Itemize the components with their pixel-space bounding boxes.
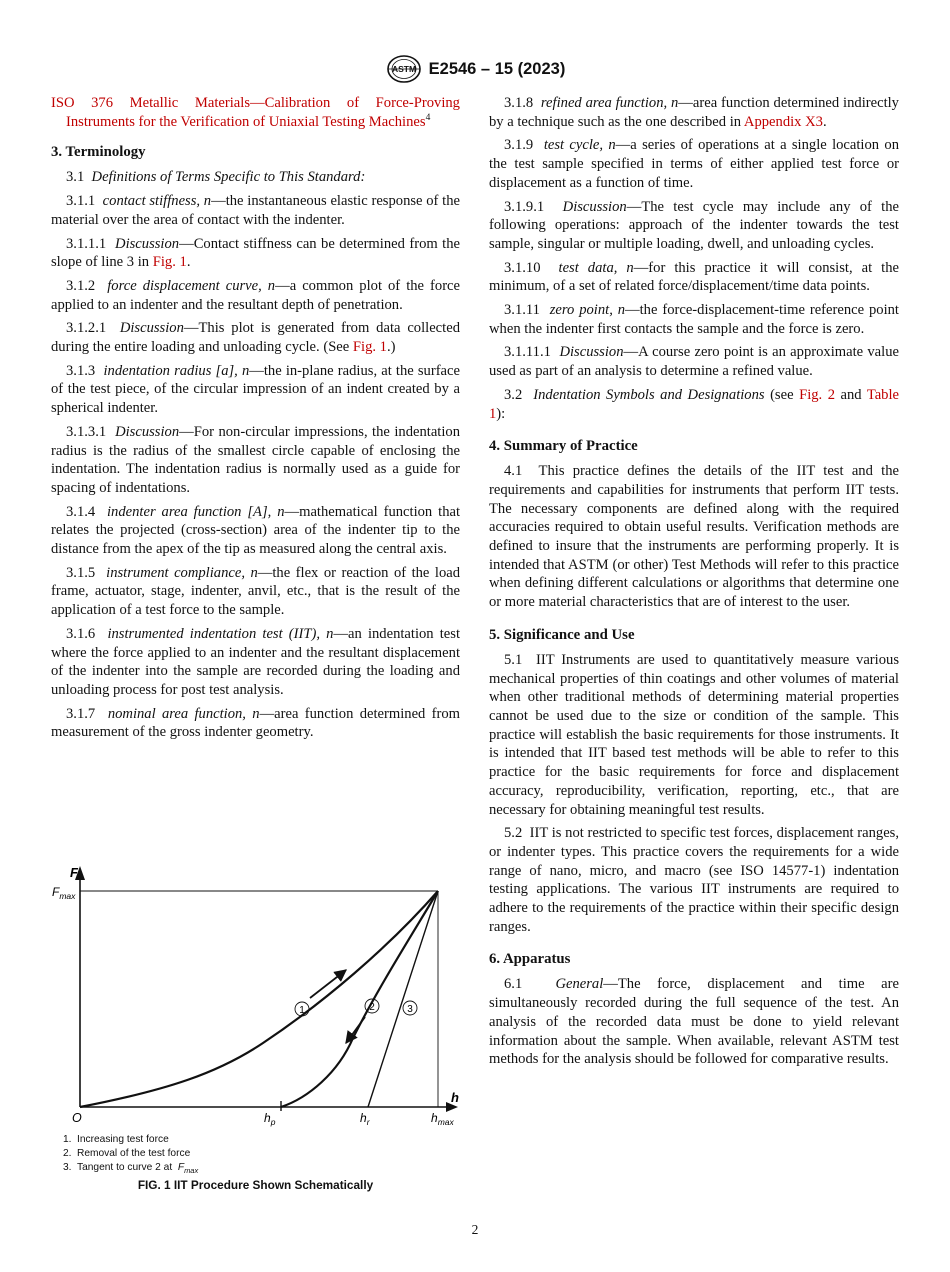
para-3-1-5: 3.1.5 instrument compliance, n—the flex or reaction of the load frame, actuator, stage, indenter, anvil, etc., that is the result of the application of a test force to the sample. — [51, 564, 461, 619]
para-3-1-6: 3.1.6 instrumented indentation test (IIT), n—an indentation test where the force applied to an indenter and the resultant displacement of the indenter into the sample are recorded during the loading and unloading process for post test analysis. — [51, 625, 460, 698]
para-3-1-10: 3.1.10 test data, n—for this practice it will consist, at the minimum, of a set of related force/displacement/time data points. — [489, 259, 899, 295]
para-3-1-3: 3.1.3 indentation radius [a], n—the in-plane radius, at the surface of the test piece, of the circular impression of an indent created by a spherical indenter. — [51, 362, 460, 417]
para-3-1-7: 3.1.7 nominal area function, n—area function determined from measurement of the gross indenter geometry. — [51, 705, 461, 741]
section-6-heading: 6. Apparatus — [489, 951, 571, 968]
marker-3 — [403, 1001, 417, 1015]
svg-text:3: 3 — [407, 1004, 413, 1015]
para-3-1-11: 3.1.11 zero point, n—the force-displacement-time reference point when the indenter first contacts the sample and the force is zero. — [489, 302, 899, 337]
left-column — [51, 94, 460, 747]
para-3-1-8: 3.1.8 refined area function, n—area function determined indirectly by a technique such as the one described in Appendix X3. — [489, 95, 899, 130]
para-3-1-9-1: 3.1.9.1 Discussion—The test cycle may include any of the following operations: approach of the indenter towards the test sample, singular or multiple loading, dwell, and unloading cycles. — [489, 198, 899, 252]
para-3-1-9: 3.1.9 test cycle, n—a series of operations at a single location on the test sample specified in terms of either applied test force or displacement as a function of time. — [489, 137, 899, 191]
tangent-line — [368, 891, 438, 1107]
section-4-heading: 4. Summary of Practice — [489, 438, 638, 455]
x-axis-label: h — [451, 1090, 459, 1105]
para-3-1-2: 3.1.2 force displacement curve, n—a common plot of the force applied to an indenter and the resultant depth of penetration. — [51, 277, 461, 313]
para-3-1-1: 3.1.1 contact stiffness, n—the instantaneous elastic response of the material over the area of contact with the indenter. — [51, 193, 460, 228]
hr-label: $h_r$ — [360, 1111, 370, 1127]
table-1-link[interactable]: Table 1 — [489, 386, 900, 422]
para-5-2: 5.2 IIT is not restricted to specific test forces, displacement ranges, or indenter types. This practice covers the requirements for a wide range of nano, micro, and macro (see ISO 14577-1) indentation testing applications. The various IIT instruments are required to adhere to the requirements of the practice within their specific design ranges. — [489, 825, 900, 935]
svg-text:2: 2 — [369, 1002, 375, 1013]
marker-1 — [295, 1002, 309, 1016]
page-number: 2 — [471, 1222, 479, 1237]
para-4-1: 4.1 This practice defines the details of the IIT test and the requirements and capabilities for instruments that perform IIT tests. The necessary components are defined along with the required accuracies required to obtain useful results. Verification methods are defined to insure that the instruments are performing properly. It is intended that ASTM (or other) Test Methods will refer to this practice when defining different calculations or algorithms that determine one or more material characteristics that are of interest to the user. — [489, 463, 899, 611]
para-3-1-1-1: 3.1.1.1 Discussion—Contact stiffness can be determined from the slope of line 3 in Fig. 1. — [51, 235, 460, 271]
section-5-heading: 5. Significance and Use — [489, 626, 635, 643]
right-column — [489, 94, 899, 1074]
figure-note: 3. Tangent to curve 2 at $F_{max}$ — [63, 1162, 199, 1176]
y-axis-label: F — [70, 865, 78, 880]
section-3-heading: 3. Terminology — [51, 144, 146, 161]
figure-1-caption: FIG. 1 IIT Procedure Shown Schematically — [137, 1178, 374, 1192]
document-id: E2546 – 15 (2023) — [428, 59, 566, 78]
svg-text:1: 1 — [299, 1005, 305, 1016]
hp-label: $h_p$ — [264, 1111, 276, 1127]
iso-376-title-link[interactable]: Metallic Materials—Calibration of Force-Proving Instruments for the Verification of Uniaxial Testing Machines — [66, 95, 460, 130]
loading-curve — [80, 891, 438, 1107]
fmax-label: $F_{max}$ — [52, 885, 76, 901]
figure-1-notes — [63, 1133, 443, 1178]
para-3-1-2-1: 3.1.2.1 Discussion—This plot is generated from data collected during the entire loading and unloading cycle. (See Fig. 1.) — [51, 320, 460, 356]
fig-1-link[interactable]: Fig. 1 — [152, 254, 187, 271]
unloading-arrow-icon — [346, 1017, 365, 1043]
figure-note: 2. Removal of the test force — [63, 1148, 191, 1159]
footnote-marker: 4 — [425, 112, 431, 123]
appendix-x3-link[interactable]: Appendix X3 — [743, 113, 823, 130]
reference-iso-376 — [51, 94, 460, 131]
marker-2 — [365, 999, 379, 1013]
para-3-2: 3.2 Indentation Symbols and Designations (see Fig. 2 and Table 1): — [489, 386, 900, 422]
para-3-1-4: 3.1.4 indenter area function [A], n—mathematical function that relates the projected (cross-section) area of the indenter tip to the distance from the apex of the tip as measured along the central axis. — [51, 503, 461, 558]
para-5-1: 5.1 IIT Instruments are used to quantitatively measure various mechanical properties of thin coatings and other volumes of material when other traditional methods of determining material properties cannot be used due to the size or condition of the sample. This practice will establish the basic requirements for those instruments. It is intended that IIT based test methods will be able to refer to this practice for the basic requirements for force and displacement accuracy, reproducibility, verification, reporting, etc., that are necessary for obtaining meaningful test results. — [489, 651, 899, 818]
page-header — [0, 54, 950, 84]
figure-1-diagram — [48, 858, 466, 1127]
fig-2-link[interactable]: Fig. 2 — [799, 386, 835, 403]
para-3-1-11-1: 3.1.11.1 Discussion—A course zero point is an approximate value used as part of an analysis to determine a refined value. — [489, 344, 899, 380]
hmax-label: $h_{max}$ — [431, 1111, 454, 1127]
origin-label: O — [72, 1111, 82, 1125]
astm-logo-icon — [385, 54, 423, 84]
unloading-curve — [281, 891, 438, 1107]
figure-note: 1. Increasing test force — [63, 1134, 169, 1145]
logo-text: ASTM — [391, 64, 416, 74]
iso-376-link[interactable]: ISO 376 — [51, 95, 114, 111]
para-6-1: 6.1 General—The force, displacement and time are simultaneously recorded during the full sequence of the test. An analysis of the recorded data must be done to yield relevant information about the sample. When available, relevant ASTM test methods for the analysis should be followed for comparative results. — [489, 976, 899, 1068]
figure-1 — [48, 858, 466, 1127]
fig-1-link[interactable]: Fig. 1 — [352, 339, 387, 356]
para-3-1-3-1: 3.1.3.1 Discussion—For non-circular impressions, the indentation radius is the radius of the smallest circle capable of enclosing the indentation. The indentation radius is normally used as a guide for spacing of indentations. — [51, 423, 460, 496]
para-3-1: 3.1 Definitions of Terms Specific to This Standard: — [66, 169, 366, 186]
